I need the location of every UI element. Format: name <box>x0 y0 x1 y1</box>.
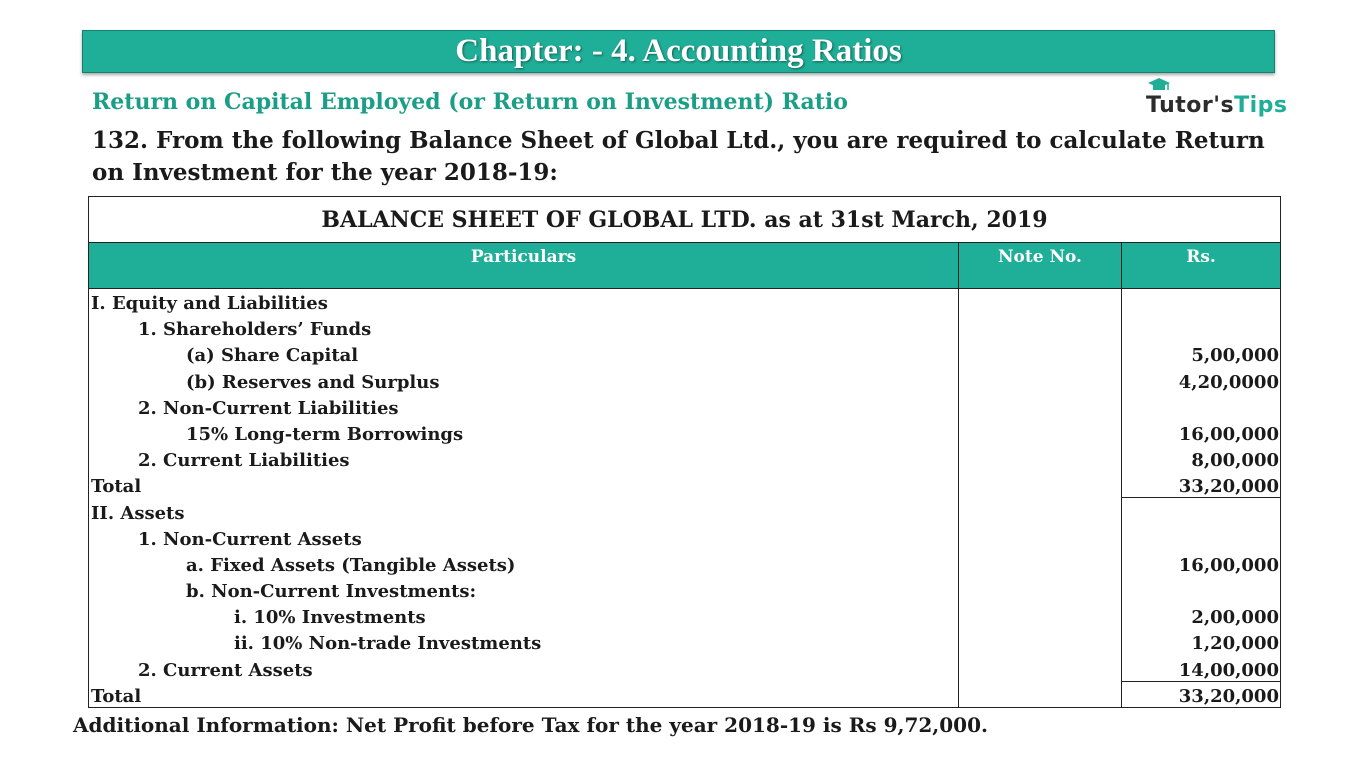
amount-cell <box>1122 291 1280 317</box>
question-text: 132. From the following Balance Sheet of Global Ltd., you are required to calculate Return on Investment for the year 2018-19: <box>92 127 1265 186</box>
table-row: 2. Current Assets <box>138 659 313 681</box>
header-amount: Rs. <box>1121 243 1280 288</box>
table-row: 1. Shareholders’ Funds <box>138 319 372 341</box>
balance-sheet-table <box>88 196 1281 708</box>
table-row: 2. Current Liabilities <box>138 450 350 472</box>
header-note-no: Note No. <box>958 243 1121 288</box>
table-row: I. Equity and Liabilities <box>91 293 328 314</box>
table-body <box>89 289 1280 707</box>
table-row: 1. Non-Current Assets <box>138 528 362 550</box>
amount-cell: 14,00,000 <box>1178 659 1279 681</box>
table-row: Total <box>91 476 142 498</box>
amount-cell: 8,00,000 <box>1191 450 1279 472</box>
amount-cell <box>1122 396 1280 422</box>
total-rule <box>1122 681 1280 682</box>
total-rule <box>1122 497 1280 498</box>
header-particulars: Particulars <box>470 247 577 267</box>
table-row: i. 10% Investments <box>234 607 426 629</box>
amount-cell: 2,00,000 <box>1191 607 1279 629</box>
amount-column <box>1121 289 1280 707</box>
note-no-column <box>958 289 1121 707</box>
chapter-title: Chapter: - 4. Accounting Ratios <box>455 33 902 69</box>
table-row: ii. 10% Non-trade Investments <box>234 633 542 655</box>
amount-cell <box>1122 527 1280 553</box>
table-row: 15% Long-term Borrowings <box>186 423 464 445</box>
table-row: (a) Share Capital <box>186 345 359 367</box>
amount-cell: 33,20,000 <box>1178 685 1279 707</box>
logo-text-tutors: Tutor's <box>1146 93 1235 118</box>
table-row: a. Fixed Assets (Tangible Assets) <box>186 554 516 576</box>
amount-cell: 16,00,000 <box>1178 554 1279 576</box>
table-row: Total <box>91 685 142 707</box>
table-row: 2. Non-Current Liabilities <box>138 397 399 419</box>
graduation-cap-icon <box>1148 78 1170 92</box>
amount-cell: 16,00,000 <box>1178 423 1279 445</box>
table-header-row <box>89 243 1280 289</box>
topic-subtitle: Return on Capital Employed (or Return on Investment) Ratio <box>92 89 848 115</box>
amount-cell: 4,20,0000 <box>1178 371 1279 393</box>
logo-text-tips: Tips <box>1234 93 1288 118</box>
amount-cell: 33,20,000 <box>1178 476 1279 498</box>
amount-cell <box>1122 317 1280 343</box>
amount-cell: 5,00,000 <box>1191 345 1279 367</box>
additional-information: Additional Information: Net Profit before Tax for the year 2018-19 is Rs 9,72,000. <box>73 713 988 737</box>
table-row: b. Non-Current Investments: <box>186 581 477 603</box>
amount-cell <box>1122 579 1280 605</box>
table-row: II. Assets <box>91 502 185 524</box>
amount-cell <box>1122 501 1280 527</box>
chapter-title-bar <box>82 30 1275 73</box>
tutors-tips-logo <box>1146 78 1287 118</box>
particulars-column <box>89 289 958 707</box>
table-title: BALANCE SHEET OF GLOBAL LTD. as at 31st March, 2019 <box>89 197 1280 243</box>
table-row: (b) Reserves and Surplus <box>186 371 440 393</box>
amount-cell: 1,20,000 <box>1191 633 1279 655</box>
